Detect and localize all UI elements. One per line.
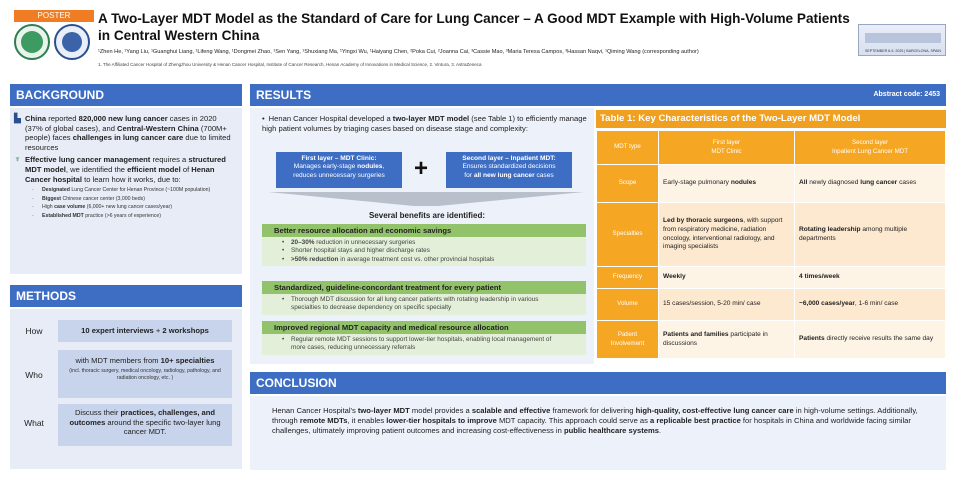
table-cell: Patients and families participate in discussions xyxy=(659,321,795,359)
list-item: • Thorough MDT discussion for all lung cancer patients with rotating leadership in various specialties to decrease dependency on specific specialty xyxy=(282,296,539,312)
who-label: Who xyxy=(25,370,43,380)
conclusion-segment: MDT capacity. This approach could serve as xyxy=(496,416,651,426)
table-cell: Rotating leadership among multiple departments xyxy=(795,203,946,267)
lung-icon: ♆ xyxy=(14,154,21,165)
book-icon: ▙ xyxy=(14,113,21,123)
results-heading: RESULTS Abstract code: 2453 xyxy=(250,84,946,106)
row-label: Volume xyxy=(597,289,659,321)
conclusion-segment: remote MDTs xyxy=(299,416,348,426)
benefit-title: Better resource allocation and economic savings xyxy=(262,224,586,237)
plus-icon: + xyxy=(414,155,429,182)
second-layer-box: Second layer – Inpatient MDT: Ensures standardized decisions for all new lung cancer cases xyxy=(446,152,572,188)
conclusion-segment: public healthcare systems xyxy=(563,426,659,436)
conclusion-segment: , it enables xyxy=(347,416,387,426)
background-item: ▙ China reported 820,000 new lung cancer cases in 2020 (37% of global cases), and Central-Western China (700M+ people) faces challenges in lung cancer care due to limited resources xyxy=(14,113,231,152)
benefit-card xyxy=(262,281,586,315)
table-row xyxy=(597,289,946,321)
benefit-card xyxy=(262,224,586,266)
table-cell: Early-stage pulmonary nodules xyxy=(659,165,795,203)
list-item: - High case volume (6,000+ new lung cancer cases/year) xyxy=(32,204,172,211)
affiliations-line: 1. The Affiliated Cancer Hospital of Zhengzhou University & Henan Cancer Hospital, Institute of Cancer Research, Henan Academy of Innovations in Medical Science, 2. Vintura, 3. AstraZeneca xyxy=(98,62,482,67)
table-row xyxy=(597,267,946,289)
table-row xyxy=(597,203,946,267)
table-header-row xyxy=(597,131,946,165)
list-item: • 20–30% reduction in unnecessary surgeries xyxy=(282,239,416,246)
conclusion-segment: scalable and effective xyxy=(471,406,551,415)
conclusion-segment: lower-tier hospitals to improve xyxy=(386,416,497,426)
row-label: Frequency xyxy=(597,267,659,289)
benefit-title: Improved regional MDT capacity and medical resource allocation xyxy=(262,321,586,334)
conclusion-segment: in high-volume settings. Additionally, through xyxy=(272,406,918,426)
funnel-icon xyxy=(268,192,584,206)
how-label: How xyxy=(25,326,43,336)
how-box: 10 expert interviews + 2 workshops xyxy=(58,320,232,342)
list-item: • Shorter hospital stays and higher discharge rates xyxy=(282,247,430,255)
row-label: Patient Involvement xyxy=(597,321,659,359)
table-header-cell: First layer MDT Clinic xyxy=(659,131,795,165)
poster-title: A Two-Layer MDT Model as the Standard of Care for Lung Cancer – A Good MDT Example with High-Volume Patients in Central Western China xyxy=(98,11,850,43)
table-cell: Weekly xyxy=(659,267,795,289)
conclusion-segment: a replicable best practice xyxy=(650,416,741,426)
hospital-logo xyxy=(14,24,50,60)
table-header-cell: Second layer Inpatient Lung Cancer MDT xyxy=(795,131,946,165)
list-item: - Designated Lung Cancer Center for Henan Province (~100M population) xyxy=(32,187,211,194)
conclusion-segment: high-quality, cost-effective lung cancer care xyxy=(635,406,794,415)
table-cell: All newly diagnosed lung cancer cases xyxy=(795,165,946,203)
benefit-title: Standardized, guideline-concordant treatment for every patient xyxy=(262,281,586,294)
who-box: with MDT members from 10+ specialties (incl. thoracic surgery, medical oncology, radiology, pathology, and radiation oncology, etc. ) xyxy=(58,350,232,398)
conclusion-segment: Henan Cancer Hospital's xyxy=(272,406,358,415)
table-cell: ~6,000 cases/year, 1-6 min/ case xyxy=(795,289,946,321)
results-intro: • Henan Cancer Hospital developed a two-layer MDT model (see Table 1) to efficiently manage high patient volumes by triaging cases based on disease stage and complexity: xyxy=(262,114,587,133)
conclusion-text xyxy=(272,406,938,437)
row-label: Scope xyxy=(597,165,659,203)
table-title: Table 1: Key Characteristics of the Two-Layer MDT Model xyxy=(596,110,946,128)
conclusion-heading: CONCLUSION xyxy=(250,372,946,394)
conclusion-segment: two-layer MDT xyxy=(357,406,410,415)
table-row xyxy=(597,321,946,359)
university-logo xyxy=(54,24,90,60)
row-label: Specialties xyxy=(597,203,659,267)
background-item: ♆ Effective lung cancer management requires a structured MDT model, we identified the efficient model of Henan Cancer hospital to learn how it works, due to: xyxy=(14,154,226,184)
list-item: • >50% reduction in average treatment cost vs. other provincial hospitals xyxy=(282,255,495,263)
conclusion-segment: . xyxy=(658,426,662,436)
list-item: • Regular remote MDT sessions to support lower-tier hospitals, enabling local management of more cases, reducing unnecessary referrals xyxy=(282,336,552,352)
conclusion-segment: framework for delivering xyxy=(550,406,636,415)
benefits-title: Several benefits are identified: xyxy=(368,211,486,220)
table-cell: 15 cases/session, 5-20 min/ case xyxy=(659,289,795,321)
methods-heading: METHODS xyxy=(10,285,242,307)
table-cell: Patients directly receive results the same day xyxy=(795,321,946,359)
table-header-cell: MDT type xyxy=(597,131,659,165)
background-sublist xyxy=(32,187,236,220)
table-cell: Led by thoracic surgeons, with support from respiratory medicine, radiation oncology, interventional radiology, and imaging specialists xyxy=(659,203,795,267)
what-label: What xyxy=(24,418,44,428)
abstract-code: Abstract code: 2453 xyxy=(873,91,940,98)
list-item: - Biggest Chinese cancer center (3,000 beds) xyxy=(32,195,145,202)
list-item: - Established MDT practice (>6 years of experience) xyxy=(32,212,161,219)
authors-line: ¹Zhen He, ¹Yang Liu, ¹Guanghui Liang, ¹Lifeng Wang, ¹Dongmei Zhao, ¹Sen Yang, ¹Shuxiang Ma, ¹Yingxi Wu, ¹Haiyang Chen, ²Poka Cui, ²Joanna Cai, ³Cassie Mao, ³Maria Teresa Campos, ³Hassan Naqvi, ¹Qiming Wang (corresponding author) xyxy=(98,49,699,55)
table-row xyxy=(597,165,946,203)
conclusion-segment: model provides a xyxy=(409,406,472,415)
what-box: Discuss their practices, challenges, and outcomes around the specific two-layer lung cancer MDT. xyxy=(58,404,232,446)
conclusion-segment: for hospitals in China and worldwide facing similar challenges, ultimately improving patient outcomes and increasing cost-effectiveness in xyxy=(272,416,911,436)
mdt-table xyxy=(596,130,946,359)
conference-text: SEPTEMBER 6-9, 2025 | BARCELONA, SPAIN xyxy=(865,49,941,53)
table-cell: 4 times/week xyxy=(795,267,946,289)
background-heading: BACKGROUND xyxy=(10,84,242,106)
poster-tag: POSTER xyxy=(14,10,94,22)
benefit-card xyxy=(262,321,586,355)
first-layer-box: First layer – MDT Clinic: Manages early-stage nodules, reduces unnecessary surgeries xyxy=(276,152,402,188)
conference-logo xyxy=(858,24,946,56)
background-list xyxy=(14,114,236,221)
